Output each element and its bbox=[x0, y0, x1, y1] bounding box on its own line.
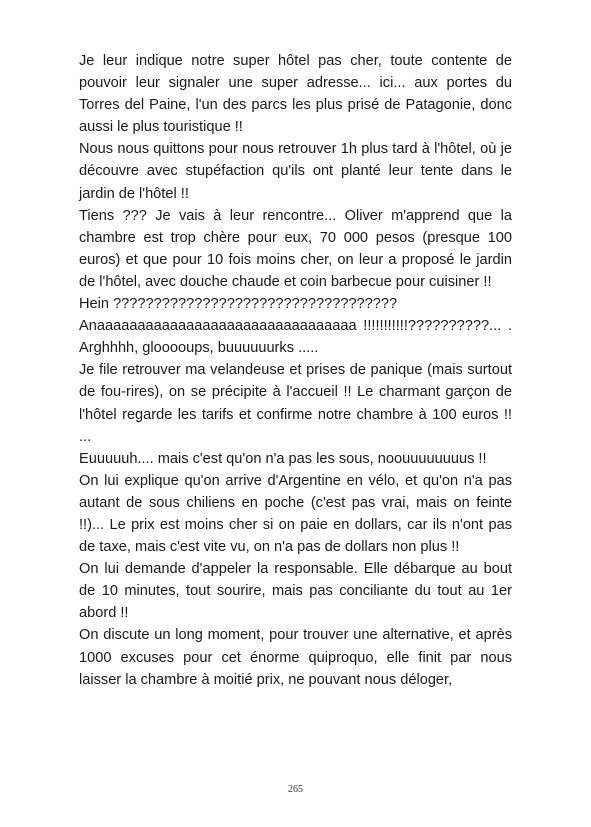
paragraph: Tiens ??? Je vais à leur rencontre... Oliver m'apprend que la chambre est trop chère pour eux, 70 000 pesos (presque 100 euros) et que pour 10 fois moins cher, on leur a proposé le jardin de l'hôtel, avec douche chaude et coin barbecue pour cuisiner !! bbox=[79, 207, 512, 290]
page-number: 265 bbox=[288, 784, 303, 795]
paragraph: On lui explique qu'on arrive d'Argentine en vélo, et qu'on n'a pas autant de sous chiliens en poche (c'est pas vrai, mais on feinte !!)... Le prix est moins cher si on paie en dollars, car ils n'ont pas de taxe, mais c'est vite vu, on n'a pas de dollars non plus !! bbox=[79, 472, 512, 556]
body-text bbox=[79, 50, 512, 691]
paragraph: On lui demande d'appeler la responsable. Elle débarque au bout de 10 minutes, tout sourire, mais pas conciliante du tout au 1er abord !! bbox=[79, 561, 512, 622]
paragraph: Anaaaaaaaaaaaaaaaaaaaaaaaaaaaaaaaa !!!!!!!!!!!??????????... . Arghhhh, glooooups, buuuuuurks ..... bbox=[79, 318, 512, 357]
paragraph: On discute un long moment, pour trouver une alternative, et après 1000 excuses pour cet énorme quiproquo, elle finit par nous laisser la chambre à moitié prix, ne pouvant nous déloger, bbox=[79, 627, 512, 688]
paragraph: Je file retrouver ma velandeuse et prises de panique (mais surtout de fou-rires), on se précipite à l'accueil !! Le charmant garçon de l'hôtel regarde les tarifs et confirme notre chambre à 100 euros !! ... bbox=[79, 362, 512, 445]
paragraph: Hein ??????????????????????????????????? bbox=[79, 296, 398, 313]
paragraph: Je leur indique notre super hôtel pas cher, toute contente de pouvoir leur signaler une super adresse... ici... aux portes du Torres del Paine, l'un des parcs les plus prisé de Patagonie, donc aussi le plus touristique !! bbox=[79, 53, 512, 136]
paragraph: Nous nous quittons pour nous retrouver 1h plus tard à l'hôtel, où je découvre avec stupéfaction qu'ils ont planté leur tente dans le jardin de l'hôtel !! bbox=[79, 141, 512, 202]
paragraph: Euuuuuh.... mais c'est qu'on n'a pas les sous, noouuuuuuuus !! bbox=[79, 450, 487, 467]
